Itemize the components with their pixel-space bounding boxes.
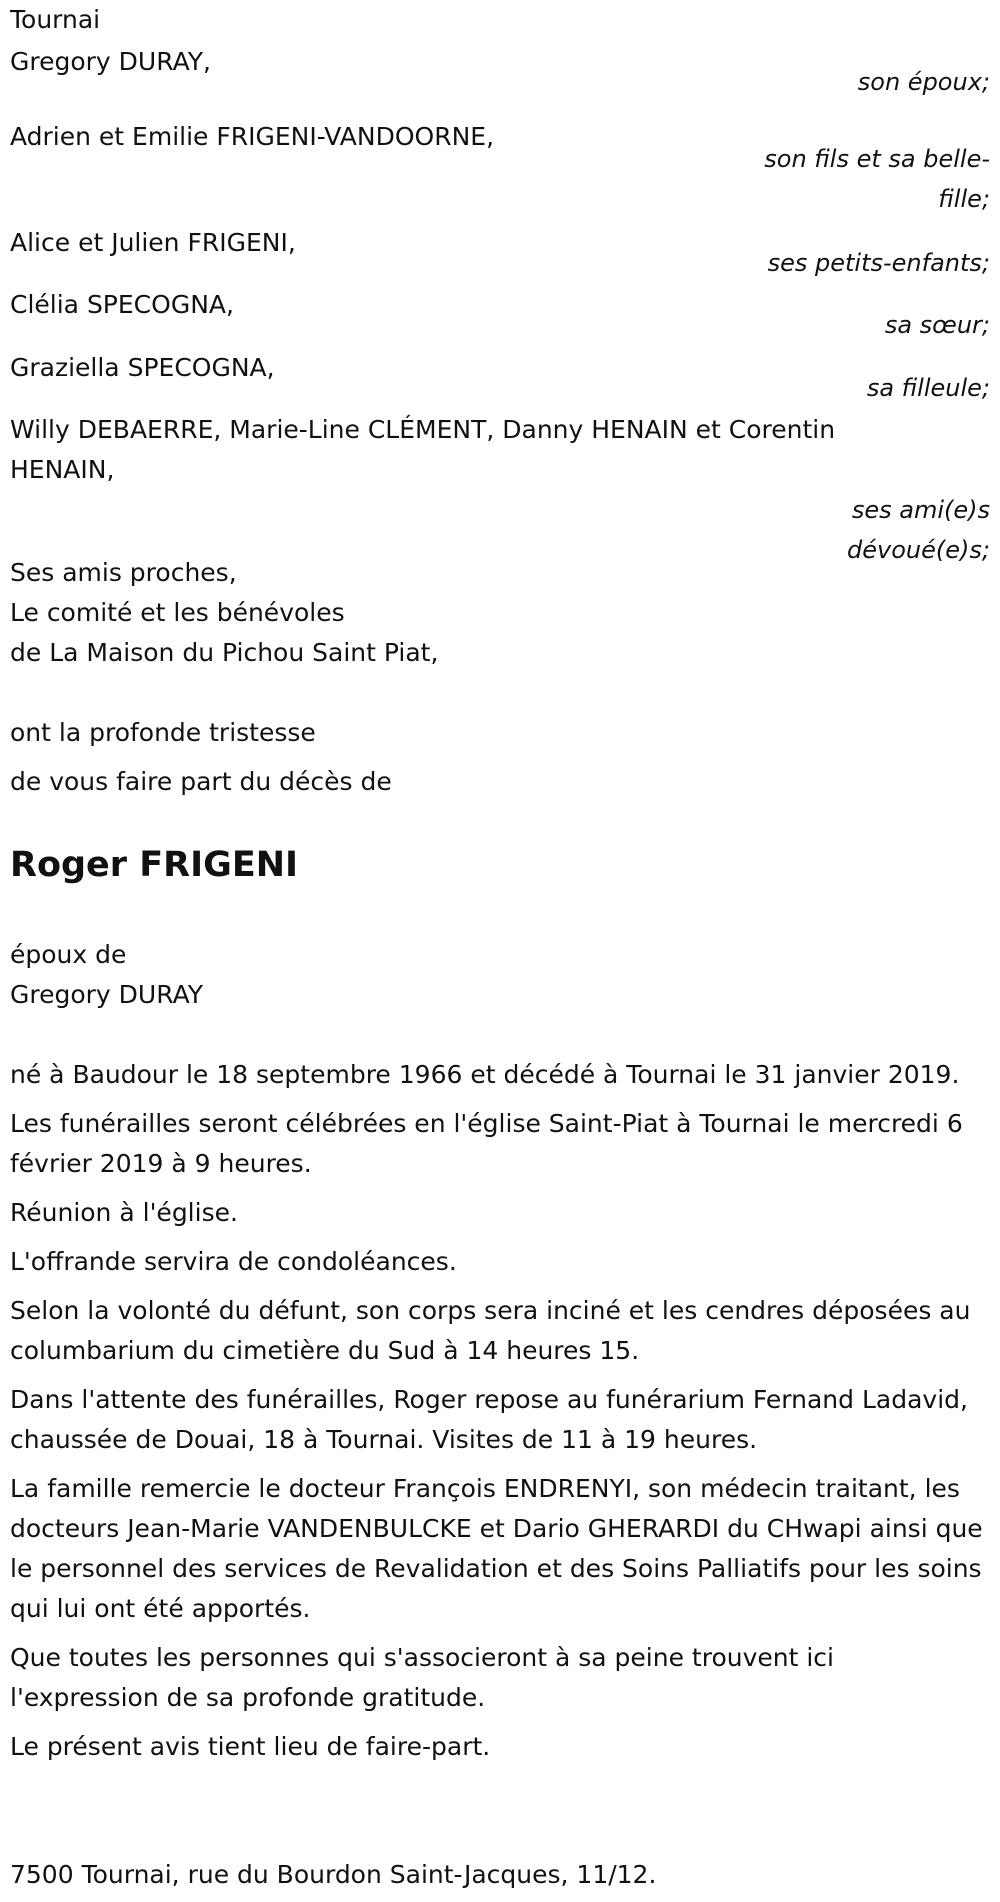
thanks-paragraph: La famille remercie le docteur François ENDRENYI, son médecin traitant, les docteurs Jean-Marie VANDENBULCKE et Dario GHERARDI du CHwapi ainsi que le personnel des services de Revalidation et des Soins Palliatifs pour les soins qui lui ont été apportés. xyxy=(10,1474,983,1623)
friends-block xyxy=(10,553,438,673)
family-relation: ses ami(e)s dévoué(e)s; xyxy=(847,496,990,564)
family-name: Clélia SPECOGNA, xyxy=(10,290,234,319)
family-relation: ses petits-enfants; xyxy=(767,249,990,277)
family-relation: sa filleule; xyxy=(866,374,990,402)
details xyxy=(10,1055,990,1767)
family-name: Graziella SPECOGNA, xyxy=(10,353,275,382)
family-entry xyxy=(10,117,990,219)
deceased-name: Roger FRIGENI xyxy=(10,845,299,885)
family-entry xyxy=(10,285,990,345)
family-entry xyxy=(10,410,990,570)
cremation-paragraph: Selon la volonté du défunt, son corps sera inciné et les cendres déposées au columbarium du cimetière du Sud à 14 heures 15. xyxy=(10,1296,971,1365)
offering-paragraph: L'offrande servira de condoléances. xyxy=(10,1247,457,1276)
location: Tournai xyxy=(10,5,101,34)
birth-paragraph: né à Baudour le 18 septembre 1966 et décédé à Tournai le 31 janvier 2019. xyxy=(10,1060,960,1089)
family-entry xyxy=(10,348,990,408)
spouse-block xyxy=(10,935,203,1015)
family-relation: sa sœur; xyxy=(884,311,990,339)
notice-paragraph: Le présent avis tient lieu de faire-part. xyxy=(10,1732,491,1761)
spouse-line: époux de xyxy=(10,940,127,969)
friends-line: Ses amis proches, xyxy=(10,558,237,587)
friends-line: Le comité et les bénévoles xyxy=(10,598,345,627)
family-entry xyxy=(10,223,990,283)
announcement-line: ont la profonde tristesse xyxy=(10,718,316,747)
family-relation: son fils et sa belle-fille; xyxy=(764,145,990,213)
family-name: Gregory DURAY, xyxy=(10,47,211,76)
family-name: Alice et Julien FRIGENI, xyxy=(10,228,296,257)
family-relation: son époux; xyxy=(857,68,990,96)
funeral-paragraph: Les funérailles seront célébrées en l'église Saint-Piat à Tournai le mercredi 6 février 2019 à 9 heures. xyxy=(10,1109,963,1178)
announcement xyxy=(10,713,392,802)
family-name: Willy DEBAERRE, Marie-Line CLÉMENT, Danny HENAIN et Corentin HENAIN, xyxy=(10,415,836,484)
friends-line: de La Maison du Pichou Saint Piat, xyxy=(10,638,439,667)
gratitude-paragraph: Que toutes les personnes qui s'associeront à sa peine trouvent ici l'expression de sa profonde gratitude. xyxy=(10,1643,834,1712)
meeting-paragraph: Réunion à l'église. xyxy=(10,1198,238,1227)
visits-paragraph: Dans l'attente des funérailles, Roger repose au funérarium Fernand Ladavid, chaussée de Douai, 18 à Tournai. Visites de 11 à 19 heures. xyxy=(10,1385,968,1454)
family-entry xyxy=(10,42,990,102)
spouse-line: Gregory DURAY xyxy=(10,980,204,1009)
announcement-line: de vous faire part du décès de xyxy=(10,767,392,796)
family-name: Adrien et Emilie FRIGENI-VANDOORNE, xyxy=(10,122,495,151)
address: 7500 Tournai, rue du Bourdon Saint-Jacques, 11/12. xyxy=(10,1860,657,1889)
